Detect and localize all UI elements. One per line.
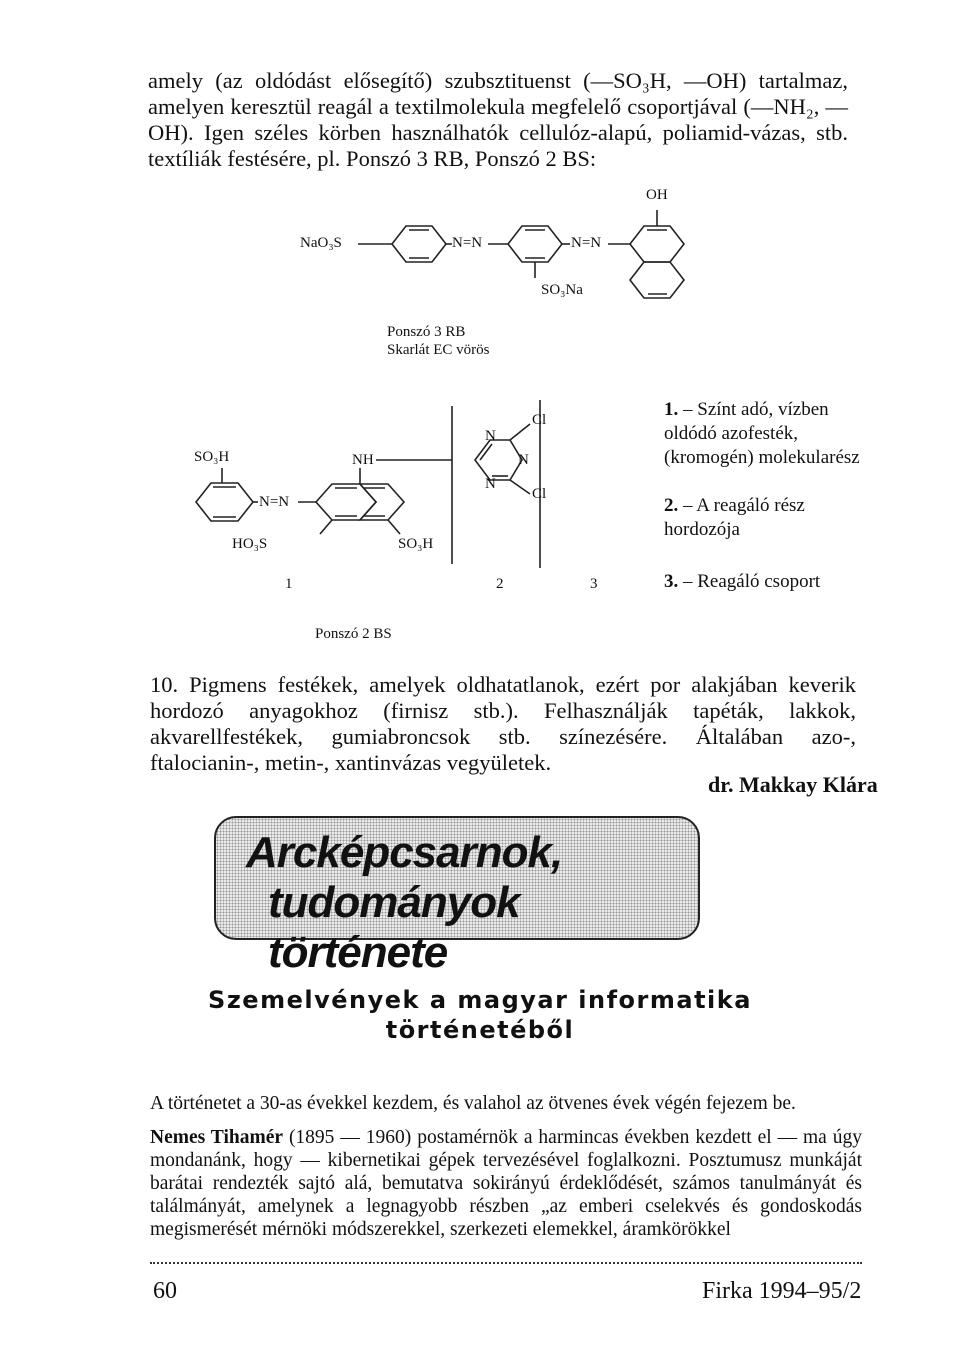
- section-banner: [214, 816, 700, 977]
- author-signature: dr. Makkay Klára: [708, 772, 878, 797]
- region-number-2: 2: [496, 576, 504, 592]
- region-number-3: 3: [590, 576, 598, 592]
- journal-reference: Firka 1994–95/2: [702, 1278, 862, 1304]
- legend-text: – Reagáló csoport: [683, 571, 821, 592]
- nao3s-label: NaO₃S: [300, 235, 342, 251]
- legend-item-1: [664, 398, 874, 470]
- so3na-label: SO₃Na: [541, 282, 583, 298]
- legend-number: 2.: [664, 495, 679, 516]
- page-number: 60: [153, 1278, 177, 1304]
- legend-item-2: [664, 494, 874, 542]
- nh-label: NH: [352, 452, 374, 468]
- intro-paragraph: amely (az oldódást elősegítő) szubsztituenst (—SO₃H, —OH) tartalmaz, amelyen keresztül reagál a textilmolekula megfelelő csoportjával (—NH₂, —OH). Igen széles körben használhatók cellulóz-alapú, poliamid-vázas, stb. textíliák festésére, pl. Ponszó 3 RB, Ponszó 2 BS:: [148, 68, 848, 171]
- ponszo-3rb-structure: [358, 210, 684, 298]
- bio-text: (1895 — 1960) postamérnök a harmincas években kezdett el — ma úgy mondanánk, hogy — kibernetikai gépek tervezésével foglalkozni. Posztumusz munkáját barátai rendezték sajtó alá, bemutatva sokirányú érdeklődését, számos tanulmányát és találmányát, amelynek a legnagyobb részben „az emberi cselekvés és gondoskodás megismerését mérnöki módszerekkel, szerkezeti elemekkel, áramkörökkel: [150, 1127, 862, 1240]
- ponszo-3rb-caption: Ponszó 3 RB: [387, 324, 466, 340]
- pigment-paragraph: 10. Pigmens festékek, amelyek oldhatatlanok, ezért por alakjában keverik hordozó anyagokhoz (firnisz stb.). Felhasználják tapéták, lakkok, akvarellfestékek, gumiabroncsok stb. színezésére. Általában azo-, ftalocianin-, metin-, xantinvázas vegyületek.: [150, 672, 856, 775]
- legend-number: 1.: [664, 399, 679, 420]
- triazine-n3: N: [485, 476, 496, 492]
- bio-name: Nemes Tihamér: [150, 1127, 284, 1148]
- ho3s-label: HO₃S: [232, 536, 268, 552]
- banner-line-1: Arcképcsarnok,: [246, 828, 563, 877]
- biography-paragraph: [150, 1126, 862, 1241]
- section-title-line-2: történetéből: [385, 1016, 575, 1044]
- oh-label: OH: [646, 187, 668, 203]
- intro-sentence: A történetet a 30-as évekkel kezdem, és valahol az ötvenes évek végén fejezem be.: [150, 1093, 796, 1114]
- triazine-n2: N: [518, 452, 529, 468]
- azo-label-1: N=N: [452, 235, 483, 251]
- region-number-1: 1: [285, 576, 293, 592]
- cl-label-1: Cl: [532, 412, 547, 428]
- ponszo-2bs-caption: Ponszó 2 BS: [315, 626, 392, 642]
- legend-number: 3.: [664, 571, 679, 592]
- section-title-line-1: Szemelvények a magyar informatika: [208, 986, 752, 1014]
- legend-text: – A reagáló rész hordozója: [664, 495, 805, 540]
- banner-line-2: tudományok története: [268, 878, 520, 977]
- legend-text: – Színt adó, vízben oldódó azofesték, (kromogén) molekularész: [664, 399, 860, 468]
- chemical-structures-drawing: [0, 0, 960, 660]
- skarlat-caption: Skarlát EC vörös: [387, 342, 490, 358]
- so3h-top-label: SO₃H: [194, 449, 230, 465]
- azo-label-2: N=N: [571, 235, 602, 251]
- legend-item-3: [664, 570, 874, 594]
- cl-label-2: Cl: [532, 486, 547, 502]
- footer-divider: [150, 1262, 862, 1264]
- triazine-n1: N: [485, 428, 496, 444]
- so3h-bottom-label: SO₃H: [398, 536, 434, 552]
- azo-label-3: N=N: [259, 494, 290, 510]
